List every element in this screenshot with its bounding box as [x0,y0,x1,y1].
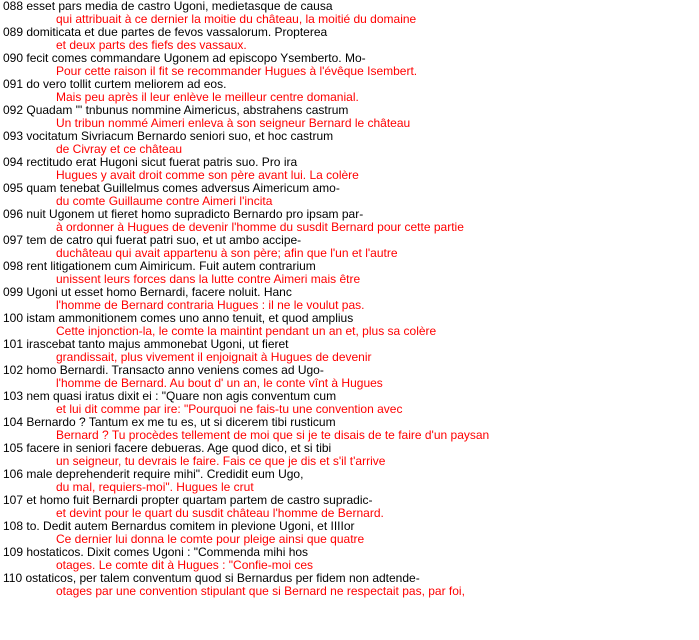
line-pair [3,260,697,286]
latin-line: 103 nem quasi iratus dixit ei : "Quare non agis conventum cum [3,390,337,403]
line-pair [3,494,697,520]
french-translation: et lui dit comme par ire: "Pourquoi ne fais-tu une convention avec [56,403,403,416]
line-pair [3,104,697,130]
line-pair [3,130,697,156]
french-translation: Mais peu après il leur enlève le meilleur centre domanial. [56,91,359,104]
line-pair [3,234,697,260]
latin-line: 099 Ugoni ut esset homo Bernardi, facere noluit. Hanc [3,286,292,299]
latin-line: 100 istam ammonitionem comes uno anno tenuit, et quod amplius [3,312,354,325]
line-pair [3,572,697,598]
line-pair [3,182,697,208]
french-translation: Ce dernier lui donna le comte pour pleige ainsi que quatre [56,533,365,546]
latin-line: 105 facere in seniori facere debueras. Age quod dico, et si tibi [3,442,332,455]
line-pair [3,52,697,78]
latin-line: 108 to. Dedit autem Bernardus comitem in plevione Ugoni, et IIIIor [3,520,355,533]
french-translation: et deux parts des fiefs des vassaux. [56,39,247,52]
line-pair [3,312,697,338]
french-translation: Hugues y avait droit comme son père avant lui. La colère [56,169,359,182]
french-translation: un seigneur, tu devrais le faire. Fais ce que je dis et s'il t'arrive [56,455,386,468]
latin-line: 107 et homo fuit Bernardi propter quartam partem de castro supradic- [3,494,373,507]
french-translation: Cette injonction-la, le comte la maintint pendant un an et, plus sa colère [56,325,437,338]
latin-line: 096 nuit Ugonem ut fieret homo supradicto Bernardo pro ipsam par- [3,208,364,221]
latin-line: 101 irascebat tanto majus ammonebat Ugoni, ut fieret [3,338,289,351]
latin-line: 091 do vero tollit curtem meliorem ad eos. [3,78,227,91]
french-translation: otages par une convention stipulant que si Bernard ne respectait pas, par foi, [56,585,465,598]
latin-line: 104 Bernardo ? Tantum ex me tu es, ut si dicerem tibi rusticum [3,416,336,429]
french-translation: Bernard ? Tu procèdes tellement de moi que si je te disais de te faire d'un paysan [56,429,490,442]
latin-line: 109 hostaticos. Dixit comes Ugoni : "Commenda mihi hos [3,546,309,559]
latin-line: 094 rectitudo erat Hugoni sicut fuerat patris suo. Pro ira [3,156,298,169]
latin-line: 106 male deprehenderit require mihi". Credidit eum Ugo, [3,468,304,481]
line-pair [3,156,697,182]
document-body [3,0,697,598]
french-translation: otages. Le comte dit à Hugues : "Confie-moi ces [56,559,314,572]
line-pair [3,208,697,234]
french-translation: et devint pour le quart du susdit château l'homme de Bernard. [56,507,384,520]
line-pair [3,364,697,390]
latin-line: 110 ostaticos, per talem conventum quod si Bernardus per fidem non adtende- [3,572,420,585]
french-translation: Pour cette raison il fit se recommander Hugues à l'évêque Isembert. [56,65,418,78]
line-pair [3,442,697,468]
line-pair [3,390,697,416]
latin-line: 097 tem de catro qui fuerat patri suo, et ut ambo accipe- [3,234,302,247]
line-pair [3,78,697,104]
line-pair [3,338,697,364]
line-pair [3,286,697,312]
french-translation: qui attribuait à ce dernier la moitie du château, la moitié du domaine [56,13,417,26]
french-translation: l'homme de Bernard. Au bout d' un an, le conte vînt à Hugues [56,377,383,390]
french-translation: l'homme de Bernard contraria Hugues : il ne le voulut pas. [56,299,365,312]
line-pair [3,416,697,442]
line-pair [3,468,697,494]
french-translation: de Civray et ce château [56,143,183,156]
french-translation: unissent leurs forces dans la lutte contre Aimeri mais être [56,273,361,286]
line-pair [3,26,697,52]
french-translation: du mal, requiers-moi". Hugues le crut [56,481,254,494]
latin-line: 095 quam tenebat Guillelmus comes adversus Aimericum amo- [3,182,340,195]
french-translation: duchâteau qui avait appartenu à son père; afin que l'un et l'autre [56,247,398,260]
french-translation: du comte Guillaume contre Aimeri l'incita [56,195,273,208]
french-translation: Un tribun nommé Aimeri enleva à son seigneur Bernard le château [56,117,411,130]
latin-line: 102 homo Bernardi. Transacto anno veniens comes ad Ugo- [3,364,324,377]
line-pair [3,520,697,546]
latin-line: 092 Quadam "' tnbunus nommine Aimericus, abstrahens castrum [3,104,349,117]
latin-line: 089 domiticata et due partes de fevos vassalorum. Propterea [3,26,328,39]
french-translation: grandissait, plus vivement il enjoignait à Hugues de devenir [56,351,372,364]
french-translation: à ordonner à Hugues de devenir l'homme du susdit Bernard pour cette partie [56,221,464,234]
line-pair [3,546,697,572]
latin-line: 090 fecit comes commandare Ugonem ad episcopo Ysemberto. Mo- [3,52,366,65]
latin-line: 093 vocitatum Sivriacum Bernardo seniori suo, et hoc castrum [3,130,334,143]
latin-line: 098 rent litigationem cum Aimiricum. Fuit autem contrarium [3,260,316,273]
line-pair [3,0,697,26]
latin-line: 088 esset pars media de castro Ugoni, medietasque de causa [3,0,333,13]
